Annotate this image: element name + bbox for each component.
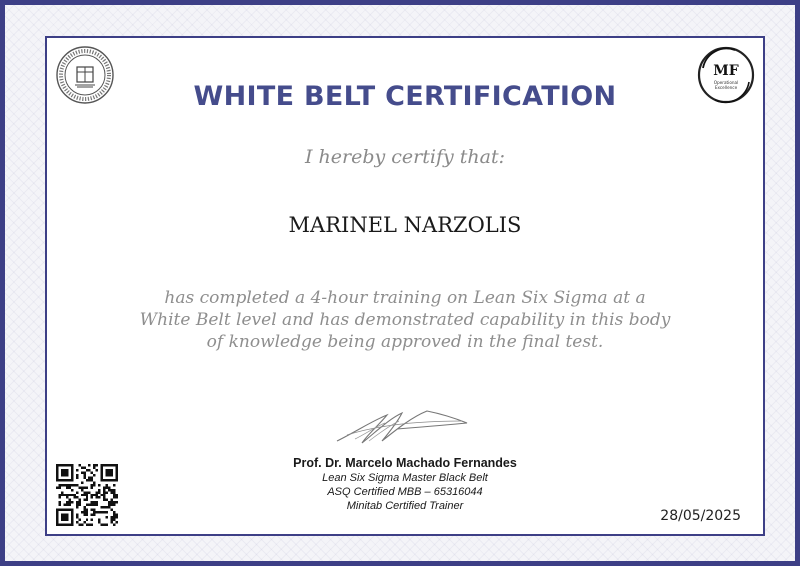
signer-name: Prof. Dr. Marcelo Machado Fernandes	[293, 456, 517, 470]
signer-credential-2: ASQ Certified MBB – 65316044	[327, 486, 483, 498]
svg-text:Operational: Operational	[713, 80, 739, 85]
certificate-title: WHITE BELT CERTIFICATION	[193, 81, 617, 112]
svg-text:MF: MF	[713, 63, 739, 79]
signer-credential-3: Minitab Certified Trainer	[346, 500, 464, 512]
qr-code-icon	[56, 464, 118, 526]
svg-text:Excellence: Excellence	[714, 85, 738, 90]
certify-statement: I hereby certify that:	[304, 146, 505, 168]
signer-credential-1: Lean Six Sigma Master Black Belt	[322, 472, 488, 484]
signature-icon	[327, 403, 477, 453]
recipient-name: MARINEL NARZOLIS	[288, 213, 522, 237]
issue-date: 28/05/2025	[660, 508, 741, 524]
completion-text: has completed a 4-hour training on Lean Six Sigma at a White Belt level and has demonstrated capability in this body of knowledge being approved in the final test.	[139, 288, 671, 352]
certificate-inner-frame	[45, 36, 765, 536]
